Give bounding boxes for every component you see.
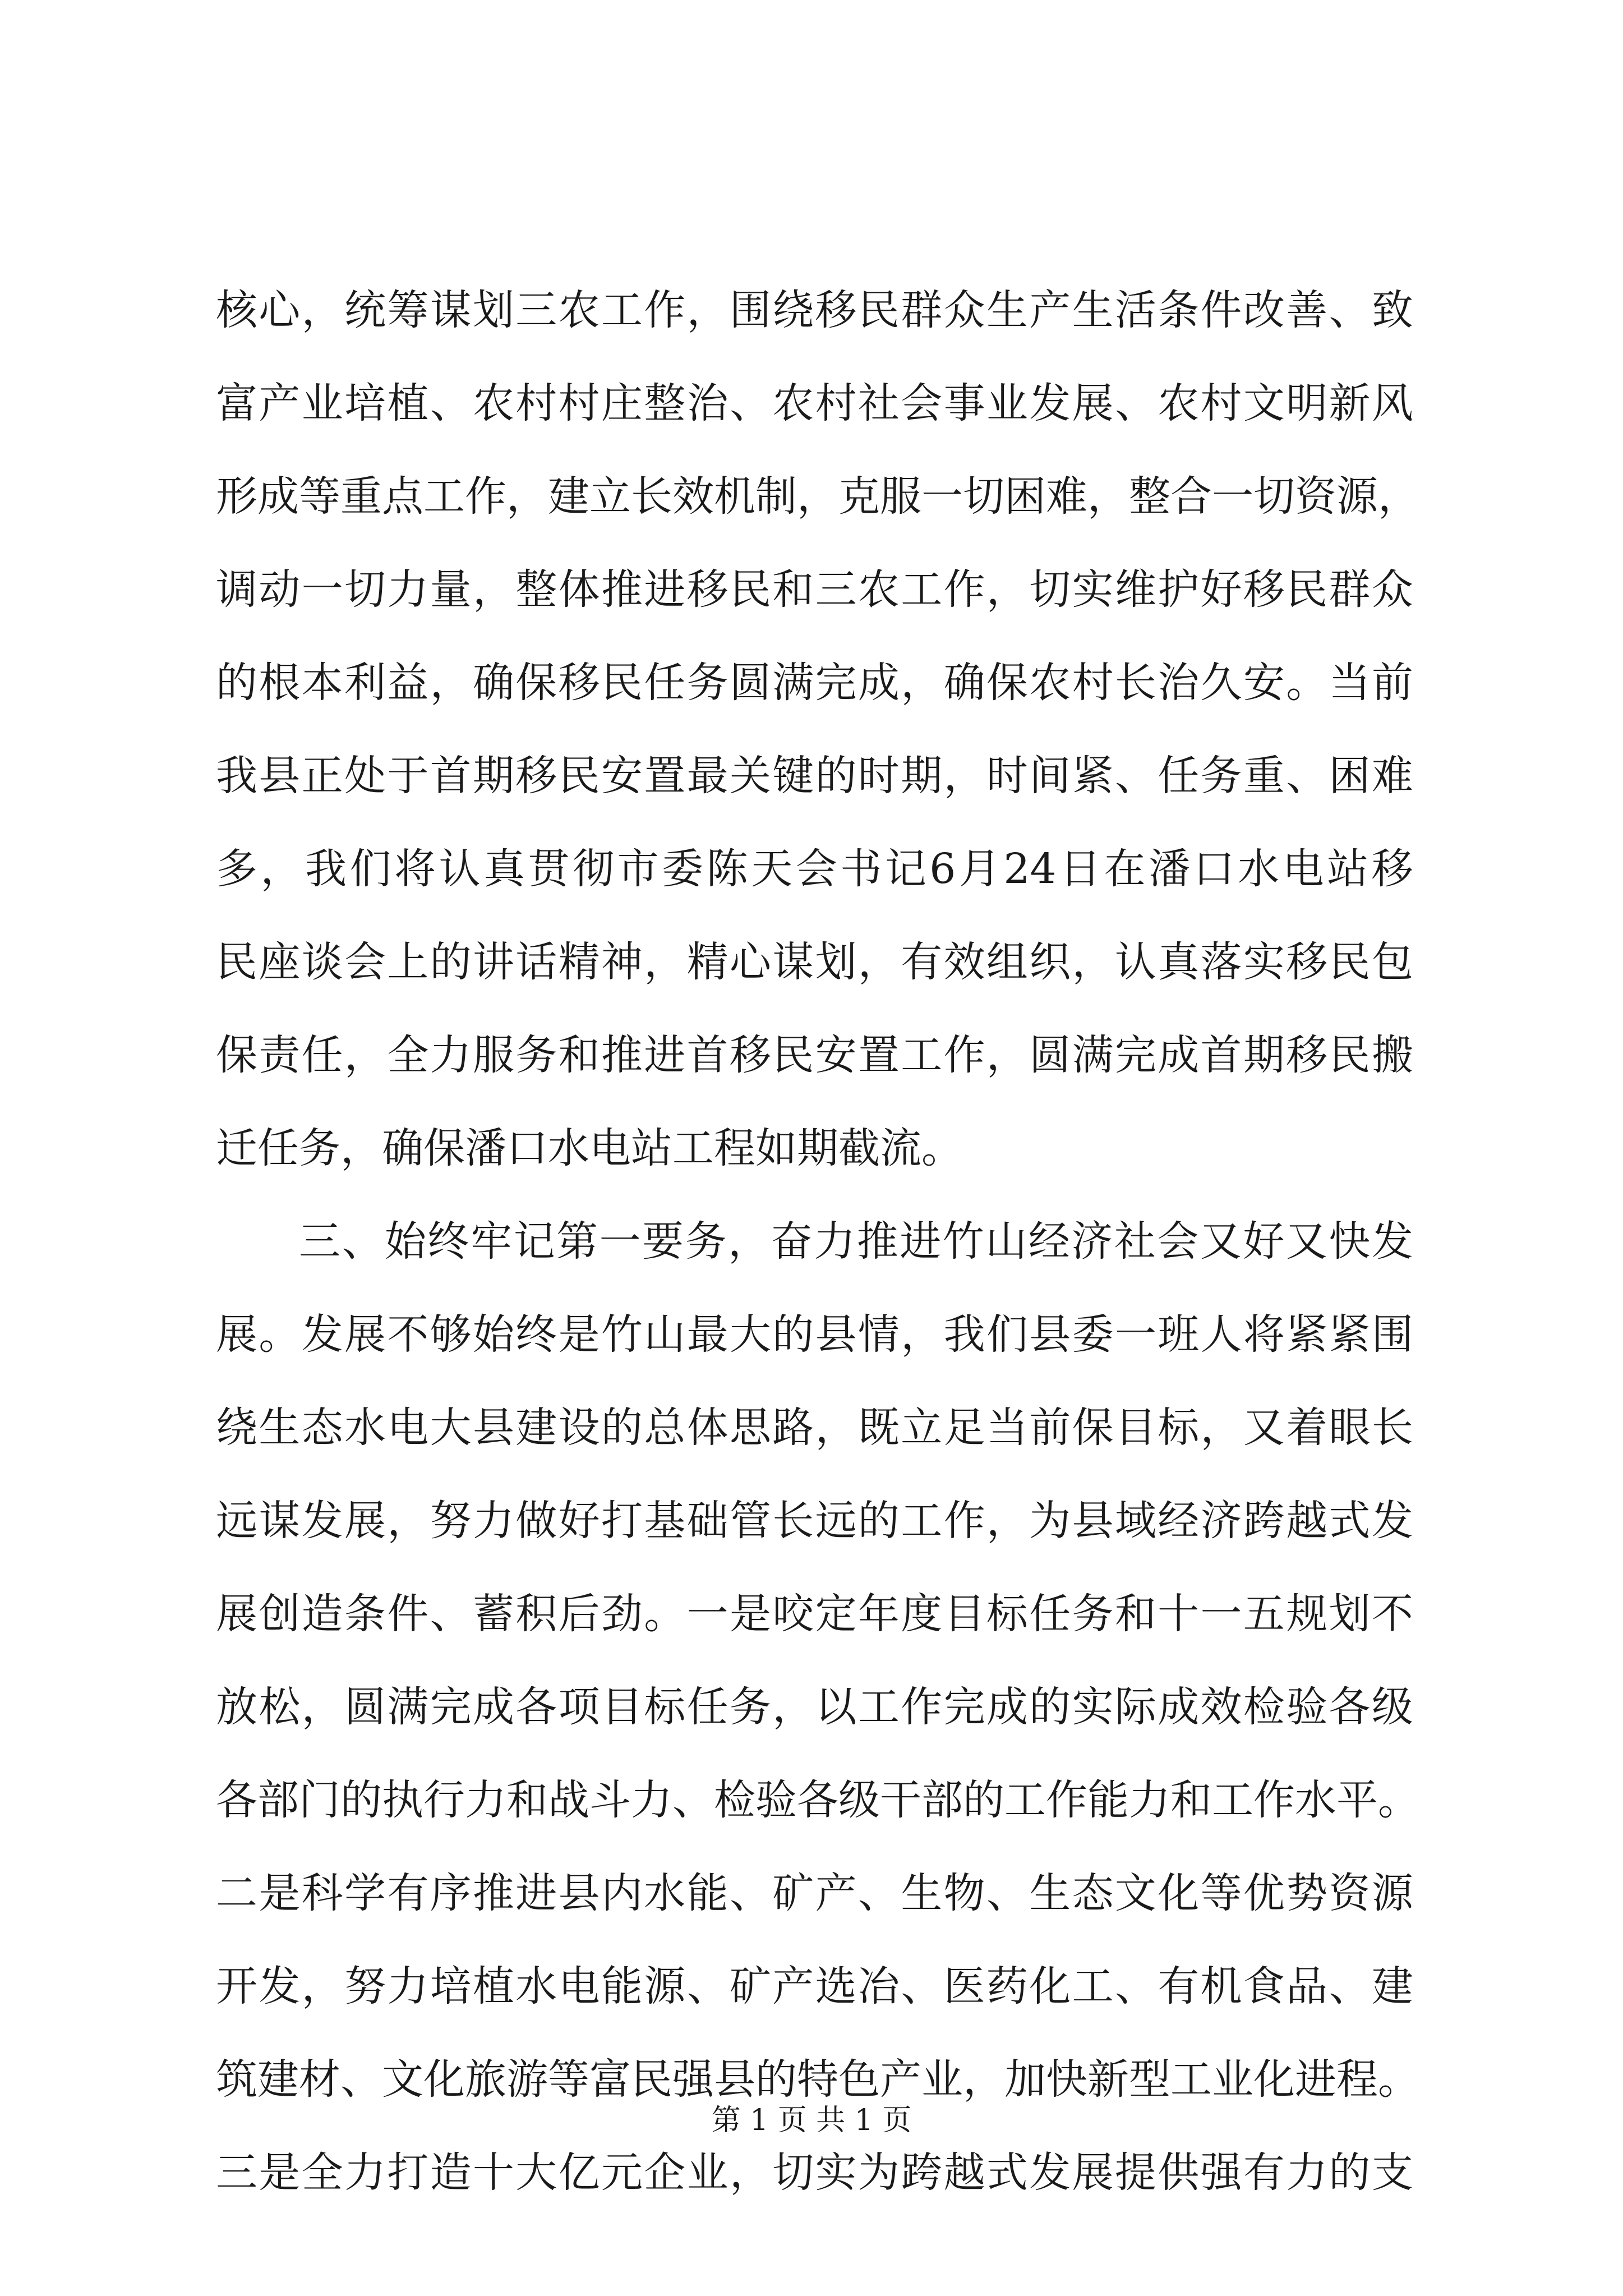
text-line: 保 责 任 ， 全 力 服 务 和 推 进 首 移 民 安 置 工 作 ， 圆 满 完 成 首 期 移 民 搬	[216, 1031, 1413, 1079]
text-line: 绕 生 态 水 电 大 县 建 设 的 总 体 思 路 ， 既 立 足 当 前 保 目 标 ， 又 着 眼 长	[216, 1404, 1413, 1452]
text-line: 展 创 造 条 件 、 蓄 积 后 劲 。 一 是 咬 定 年 度 目 标 任 务 和 十 一 五 规 划 不	[216, 1590, 1413, 1638]
text-line: 迁任务，确保潘口水电站工程如期截流。	[216, 1124, 963, 1172]
text-line: 开 发 ， 努 力 培 植 水 电 能 源 、 矿 产 选 冶 、 医 药 化 工 、 有 机 食 品 、 建	[216, 1962, 1413, 2010]
text-line: 远 谋 发 展 ， 努 力 做 好 打 基 础 管 长 远 的 工 作 ， 为 县 域 经 济 跨 越 式 发	[216, 1497, 1413, 1545]
text-line: 富 产 业 培 植 、 农 村 村 庄 整 治 、 农 村 社 会 事 业 发 展 、 农 村 文 明 新 风	[216, 379, 1413, 427]
text-line: 三 是 全 力 打 造 十 大 亿 元 企 业 ， 切 实 为 跨 越 式 发 展 提 供 强 有 力 的 支	[216, 2148, 1413, 2197]
text-line: 放 松 ， 圆 满 完 成 各 项 目 标 任 务 ， 以 工 作 完 成 的 实 际 成 效 检 验 各 级	[216, 1683, 1413, 1731]
text-line: 三 、 始 终 牢 记 第 一 要 务 ， 奋 力 推 进 竹 山 经 济 社 会 又 好 又 快 发	[299, 1217, 1413, 1266]
text-line: 各 部 门 的 执 行 力 和 战 斗 力 、 检 验 各 级 干 部 的 工 作 能 力 和 工 作 水 平 。	[216, 1776, 1419, 1824]
text-line: 民 座 谈 会 上 的 讲 话 精 神 ， 精 心 谋 划 ， 有 效 组 织 ， 认 真 落 实 移 民 包	[216, 938, 1413, 986]
text-line: 核 心 ， 统 筹 谋 划 三 农 工 作 ， 围 绕 移 民 群 众 生 产 生 活 条 件 改 善 、 致	[216, 286, 1413, 334]
text-line: 形 成 等 重 点 工 作 ， 建 立 长 效 机 制 ， 克 服 一 切 困 难 ， 整 合 一 切 资 源 ，	[216, 472, 1419, 521]
text-line: 调 动 一 切 力 量 ， 整 体 推 进 移 民 和 三 农 工 作 ， 切 实 维 护 好 移 民 群 众	[216, 565, 1413, 614]
text-line: 的 根 本 利 益 ， 确 保 移 民 任 务 圆 满 完 成 ， 确 保 农 村 长 治 久 安 。 当 前	[216, 659, 1413, 707]
text-line: 多 ， 我 们 将 认 真 贯 彻 市 委 陈 天 会 书 记 6 月 24 日 在 潘 口 水 电 站 移	[216, 845, 1413, 893]
text-line: 我 县 正 处 于 首 期 移 民 安 置 最 关 键 的 时 期 ， 时 间 紧 、 任 务 重 、 困 难	[216, 752, 1413, 800]
text-line: 展 。 发 展 不 够 始 终 是 竹 山 最 大 的 县 情 ， 我 们 县 委 一 班 人 将 紧 紧 围	[216, 1310, 1413, 1359]
body-text	[216, 264, 1419, 2219]
text-line: 二 是 科 学 有 序 推 进 县 内 水 能 、 矿 产 、 生 物 、 生 态 文 化 等 优 势 资 源	[216, 1869, 1413, 1917]
text-line: 筑 建 材 、 文 化 旅 游 等 富 民 强 县 的 特 色 产 业 ， 加 快 新 型 工 业 化 进 程 。	[216, 2055, 1419, 2104]
page-footer: 第 1 页 共 1 页	[711, 2104, 912, 2137]
